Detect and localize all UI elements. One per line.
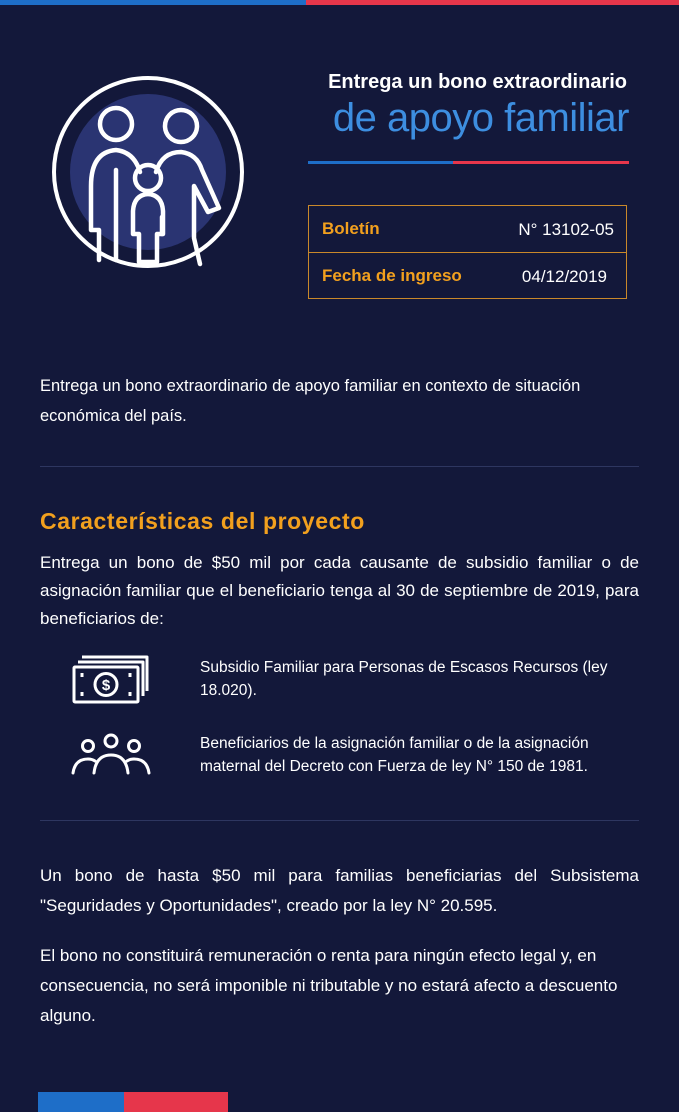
money-bills-icon <box>72 653 150 705</box>
top-bar-blue <box>0 0 306 5</box>
info-value: N° 13102-05 <box>518 220 614 239</box>
info-value: 04/12/2019 <box>521 267 607 286</box>
title-underline <box>308 161 629 164</box>
feature-item <box>40 652 640 708</box>
feature-text: Subsidio Familiar para Personas de Escasos Recursos (ley 18.020). <box>200 659 608 699</box>
section-body: Entrega un bono de $50 mil por cada causante de subsidio familiar o de asignación familiar que el beneficiario tenga al 30 de septiembre de 2019, para beneficiarios de: <box>40 553 639 628</box>
info-row-boletin <box>309 206 626 253</box>
page-title: de apoyo familiar <box>332 96 629 140</box>
title-top: Entrega un bono extraordinario <box>328 71 627 93</box>
divider <box>40 466 639 467</box>
feature-text: Beneficiarios de la asignación familiar o de la asignación maternal del Decreto con Fuerza de ley N° 150 de 1981. <box>200 735 589 775</box>
people-group-icon <box>70 733 152 777</box>
bottom-bar-blue <box>38 1092 124 1112</box>
bottom-bar-red <box>124 1092 228 1112</box>
feature-item <box>40 728 640 784</box>
top-color-bar <box>0 0 679 5</box>
divider <box>40 820 639 821</box>
bottom-color-bar <box>38 1092 228 1112</box>
info-label: Boletín <box>322 219 380 238</box>
info-label: Fecha de ingreso <box>322 266 462 285</box>
paragraph: Un bono de hasta $50 mil para familias beneficiarias del Subsistema "Seguridades y Oportunidades", creado por la ley N° 20.595. <box>40 866 639 915</box>
top-bar-red <box>306 0 679 5</box>
section-heading: Características del proyecto <box>40 508 365 534</box>
family-icon <box>50 74 246 270</box>
paragraph: El bono no constituirá remuneración o renta para ningún efecto legal y, en consecuencia, no será imponible ni tributable y no estará afecto a descuento alguno. <box>40 946 618 1025</box>
info-table <box>308 205 627 299</box>
info-row-fecha <box>309 253 626 300</box>
intro-text: Entrega un bono extraordinario de apoyo familiar en contexto de situación económica del país. <box>40 377 581 425</box>
svg-text:$: $ <box>101 677 111 694</box>
